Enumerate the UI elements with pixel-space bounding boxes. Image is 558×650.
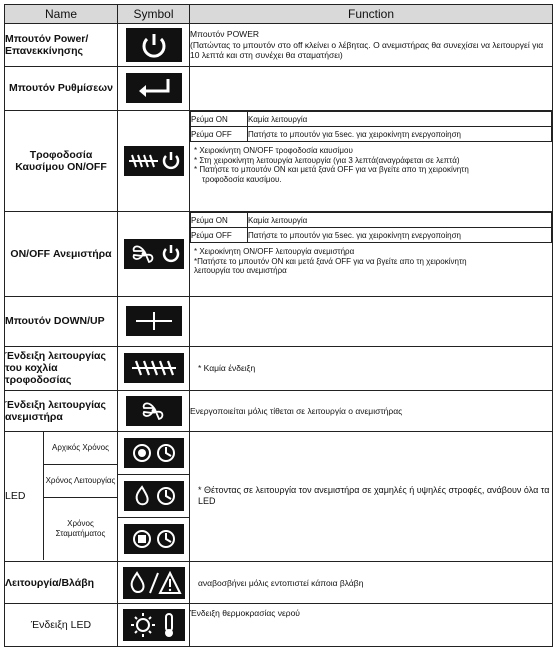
header-row <box>5 5 553 24</box>
enter-arrow-icon <box>126 73 182 103</box>
fan-icon <box>126 396 182 426</box>
start-time-icon <box>124 438 184 468</box>
fan-row-on-label: Ρεύμα ΟΝ <box>191 213 248 228</box>
down-up-icon <box>126 306 182 336</box>
power-icon <box>126 28 182 62</box>
row-auger <box>5 346 553 390</box>
auger-icon <box>124 353 184 383</box>
led-name: LED <box>5 432 44 560</box>
fuel-name: Τροφοδοσία Καυσίμου ON/OFF <box>5 111 118 212</box>
auger-name: Ένδειξη λειτουργίας του κοχλία τροφοδοσίας <box>5 346 118 390</box>
fan-power-icon <box>124 239 184 269</box>
led-text: * Θέτοντας σε λειτουργία τον ανεμιστήρα σε χαμηλές ή υψηλές στροφές, ανάβουν όλα τα LED <box>190 431 553 561</box>
fan-row-on-text: Καμία λειτουργία <box>248 213 552 228</box>
fuel-row-off-label: Ρεύμα OFF <box>191 127 248 142</box>
auger-power-icon <box>124 146 184 176</box>
row-settings <box>5 66 553 110</box>
fuel-notes: * Χειροκίνητη ON/OFF τροφοδοσία καυσίμου * Στη χειροκίνητη λειτουργία λειτουργία (για 3 λεπτά(αναγράφεται σε λεπτά) * Πατήστε το μπουτόν ON και μετά ξανά OFF για να βγείτε απο τη χειροκίνητη τροφοδοσία καυσίμου. <box>194 146 469 184</box>
fault-text: αναβοσβήνει μόλις εντοπιστεί κάποια βλάβη <box>190 562 553 604</box>
fan-state-table <box>190 212 552 243</box>
row-fuel <box>5 111 553 212</box>
downup-name: Μπουτόν DOWN/UP <box>5 297 118 347</box>
stop-time-icon <box>124 524 184 554</box>
fuel-row-on-label: Ρεύμα ΟΝ <box>191 112 248 127</box>
run-time-icon <box>124 481 184 511</box>
row-led <box>5 431 553 561</box>
fan-notes: * Χειροκίνητη ON/OFF λειτουργία ανεμιστήρα *Πατήστε το μπουτόν ON και μετά ξανά OFF για να βγείτε απο τη χειροκίνητη λειτουργία του ανεμιστήρα <box>194 247 467 276</box>
fan-row-off-label: Ρεύμα OFF <box>191 228 248 243</box>
fault-name: Λειτουργία/Βλάβη <box>5 562 118 604</box>
function-table <box>4 4 553 647</box>
header-function: Function <box>190 5 553 24</box>
auger-text: * Καμία ένδειξη <box>190 346 553 390</box>
row-led-indicator <box>5 604 553 647</box>
row-fan <box>5 212 553 297</box>
led-item-stop-label: Χρόνος Σταματήματος <box>55 519 106 539</box>
header-name: Name <box>5 5 118 24</box>
fuel-row-on-text: Καμία λειτουργία <box>248 112 552 127</box>
row-fault <box>5 562 553 604</box>
row-power <box>5 24 553 66</box>
fan-ind-name: Ένδειξη λειτουργίας ανεμιστήρα <box>5 391 118 431</box>
led-item-run-label: Χρόνος Λειτουργίας <box>44 464 118 498</box>
fan-name: ON/OFF Ανεμιστήρα <box>5 212 118 297</box>
led-item-start-label: Αρχικός Χρόνος <box>44 432 118 464</box>
power-func-title: Μπουτόν POWER <box>190 29 260 40</box>
header-symbol: Symbol <box>118 5 190 24</box>
fuel-state-table <box>190 111 552 142</box>
settings-name: Μπουτόν Ρυθμίσεων <box>5 66 118 110</box>
fuel-row-off-text: Πατήστε το μπουτόν για 5sec. για χειροκίνητη ενεργοποίηση <box>248 127 552 142</box>
power-func-text: (Πατώντας το μπουτόν στο off κλείνει ο λέβητας. Ο ανεμιστήρας θα συνεχίσει να λειτουργεί για 10 λεπτά και στη συνέχει θα σταματήσει) <box>190 39 544 61</box>
flame-warning-icon <box>123 567 185 599</box>
fan-row-off-text: Πατήστε το μπουτόν για 5sec. για χειροκίνητη ενεργοποίηση <box>248 228 552 243</box>
power-name: Μπουτόν Power/Επανεκκίνησης <box>5 24 118 66</box>
ledind-name: Ένδειξη LED <box>5 604 118 647</box>
sun-thermometer-icon <box>123 609 185 641</box>
ledind-text: Ένδειξη θερμοκρασίας νερού <box>190 604 553 647</box>
fan-ind-text: Ενεργοποιείται μόλις τίθεται σε λειτουργία ο ανεμιστήρας <box>190 391 553 431</box>
row-fan-indicator <box>5 391 553 431</box>
row-downup <box>5 297 553 347</box>
